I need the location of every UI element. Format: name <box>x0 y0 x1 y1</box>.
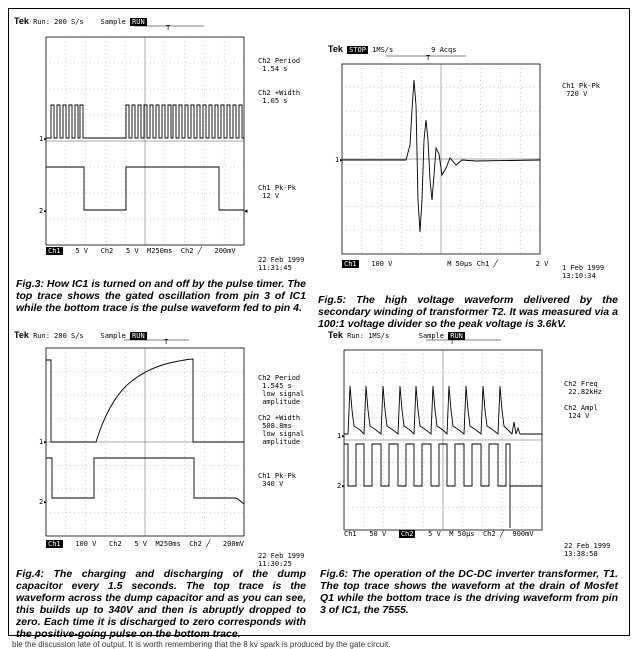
footer-ch2-scale: 5 V <box>125 247 139 255</box>
footer-trigger-level: 200mV <box>222 540 244 548</box>
scope-footer <box>342 260 548 268</box>
run-rate: 1MS/s <box>372 46 394 54</box>
timestamp: 22 Feb 1999 11:30:25 <box>258 552 305 568</box>
figure-6 <box>320 330 620 635</box>
figure-5 <box>318 30 620 330</box>
svg-text:T: T <box>450 338 455 346</box>
marker-ch2 <box>39 498 47 506</box>
figure-caption: Fig.3: How IC1 is turned on and off by the pulse timer. The top trace shows the gated oscillation from pin 3 of IC1 while the bottom trace is the pulse waveform fed to pin 4. <box>16 278 306 314</box>
footer-ch1-scale: 100 V <box>75 540 97 548</box>
svg-text:2▸: 2▸ <box>39 498 48 506</box>
marker-ch2 <box>39 207 47 215</box>
footer-ch2: Ch2 <box>100 247 114 255</box>
footer-trigger: Ch2 ╱ <box>189 540 211 548</box>
marker-ch1 <box>39 438 47 446</box>
run-rate: Run: 1MS/s <box>347 332 390 340</box>
figure-4 <box>14 330 306 640</box>
footer-ch1-scale: 100 V <box>371 260 393 268</box>
figure-3 <box>14 14 304 314</box>
svg-text:2▸: 2▸ <box>337 482 346 490</box>
figure-caption: Fig.6: The operation of the DC-DC inverter transformer, T1. The top trace shows the waveform at the drain of Mosfet Q1 while the bottom trace is the driving waveform from pin 3 of IC1, the 7555. <box>320 568 618 616</box>
run-rate: Run: 200 S/s <box>33 18 84 26</box>
figure-caption: Fig.4: The charging and discharging of the dump capacitor every 1.5 seconds. The top trace is the waveform across the dump capacitor and as you can see, this builds up to 340V and then is abruptly dropped to zero. Each time it is discharged to zero corresponds with the positive-going pulse on the bottom trace. <box>16 568 306 640</box>
scope-screen <box>326 338 620 553</box>
svg-text:T: T <box>426 54 431 62</box>
acq-mode: Sample <box>100 332 126 340</box>
footer-ch1-scale: 5 V <box>75 247 88 255</box>
marker-ch1 <box>39 135 47 143</box>
scope-footer <box>46 540 244 548</box>
scope-footer <box>344 530 534 538</box>
measurement-2: Ch2 +Width 508.8ms low signal amplitude <box>258 414 305 446</box>
measurement-1: Ch1 Pk-Pk 720 V <box>562 82 600 98</box>
measurement-1: Ch2 Period 1.545 s low signal amplitude <box>258 374 305 406</box>
tek-logo: Tek <box>14 16 29 26</box>
scope-footer <box>46 247 236 255</box>
marker-ch1 <box>335 156 343 164</box>
footer-ch2-scale: 5 V <box>428 530 441 538</box>
measurement-2: Ch2 Ampl 124 V <box>564 404 598 420</box>
tek-logo: Tek <box>14 330 29 340</box>
measurement-3: Ch1 Pk-Pk 340 V <box>258 472 296 488</box>
footer-ch1-scale: 50 V <box>369 530 387 538</box>
svg-text:1▸: 1▸ <box>39 135 48 143</box>
run-badge: RUN <box>450 332 463 340</box>
stop-badge: STOP <box>349 46 366 54</box>
cut-off-body-text: ble the discussion late of output. It is worth remembering that the 8 kv spark is produced by the gate circuit. <box>12 640 391 649</box>
footer-timebase: M 50µs Ch1 ╱ <box>447 260 498 268</box>
svg-text:2▸: 2▸ <box>39 207 48 215</box>
footer-ch1: Ch1 <box>344 530 357 538</box>
footer-ch2: Ch2 <box>109 540 122 548</box>
marker-ch1 <box>337 432 345 440</box>
timestamp: 22 Feb 1999 11:31:45 <box>258 256 305 272</box>
acq-count: 9 Acqs <box>431 46 457 54</box>
timestamp: 22 Feb 1999 13:38:58 <box>564 542 611 558</box>
footer-ch1: Ch1 <box>48 540 61 548</box>
footer-trigger-level: 200mV <box>214 247 236 255</box>
footer-trigger: Ch2 ╱ <box>482 530 505 538</box>
acq-mode: Sample <box>418 332 445 340</box>
svg-text:T: T <box>166 24 171 32</box>
footer-timebase: M 50µs <box>449 530 475 538</box>
run-badge: RUN <box>132 18 145 26</box>
svg-text:◂: ◂ <box>244 208 248 215</box>
svg-text:1▸: 1▸ <box>39 438 48 446</box>
footer-ch1: Ch1 <box>344 260 357 268</box>
run-rate: Run: 200 S/s <box>33 332 84 340</box>
footer-timebase: M250ms <box>147 247 173 255</box>
footer-trigger-level: 900mV <box>512 530 534 538</box>
footer-timebase: M250ms <box>155 540 181 548</box>
measurement-1: Ch2 Freq 22.82kHz <box>564 380 602 396</box>
measurement-1: Ch2 Period 1.54 s <box>258 57 301 73</box>
svg-text:T: T <box>164 338 169 346</box>
tek-logo: Tek <box>328 330 343 340</box>
footer-ch1: Ch1 <box>48 247 61 255</box>
footer-ch2: Ch2 <box>400 530 414 538</box>
marker-ch2 <box>337 482 345 490</box>
tek-logo: Tek <box>328 44 343 54</box>
footer-ch2-scale: 5 V <box>134 540 148 548</box>
footer-trigger: Ch2 ╱ <box>180 247 202 255</box>
acq-mode: Sample <box>100 18 126 26</box>
svg-text:1▸: 1▸ <box>337 432 346 440</box>
footer-trigger-level: 2 V <box>535 260 549 268</box>
figure-caption: Fig.5: The high voltage waveform delivered by the secondary winding of transformer T2. It was measured via a 100:1 voltage divider so the peak voltage is 3.6kV. <box>318 294 618 330</box>
svg-text:1▸: 1▸ <box>335 156 344 164</box>
measurement-2: Ch2 +Width 1.05 s <box>258 89 301 105</box>
timestamp: 1 Feb 1999 13:10:34 <box>562 264 605 280</box>
run-badge: RUN <box>132 332 145 340</box>
measurement-3: Ch1 Pk-Pk 12 V <box>258 184 296 200</box>
